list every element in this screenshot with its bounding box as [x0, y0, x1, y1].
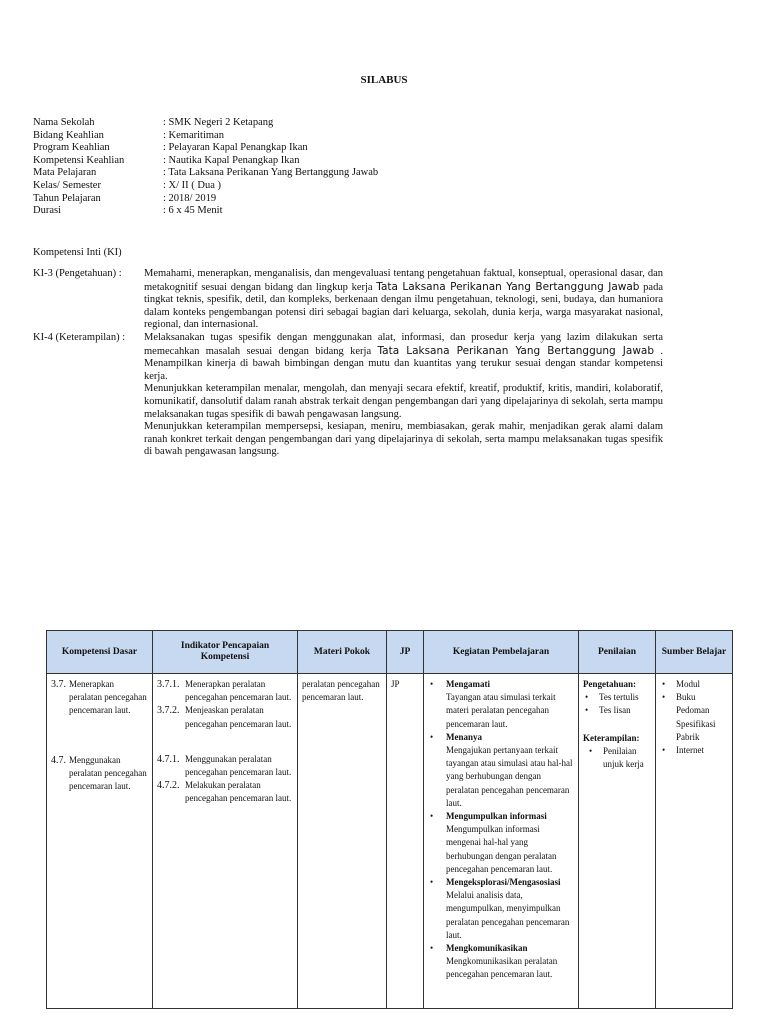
identity-value: : Nautika Kapal Penangkap Ikan — [163, 154, 300, 166]
ki3-section — [33, 268, 663, 332]
header-kegiatan: Kegiatan Pembelajaran — [424, 631, 579, 674]
kd-text: Menerapkan peralatan pencegahan pencemaran laut. — [69, 679, 147, 716]
penilaian-keterampilan-label: Keterampilan: — [583, 732, 640, 743]
kegiatan-heading: Mengeksplorasi/Mengasosiasi — [446, 877, 561, 888]
sumber-item-text: Internet — [676, 745, 704, 756]
sumber-item-text: Modul — [676, 679, 701, 689]
identity-value: : 6 x 45 Menit — [163, 205, 223, 217]
kegiatan-heading: Mengumpulkan informasi — [446, 811, 547, 822]
identity-label: Kelas/ Semester — [33, 179, 101, 191]
sumber-item — [660, 744, 728, 757]
ki-heading: Kompetensi Inti (KI) — [33, 247, 122, 258]
indikator-number: 4.7.2. — [157, 780, 180, 792]
bullet-icon: • — [430, 679, 434, 689]
identity-label: Tahun Pelajaran — [33, 192, 101, 204]
identity-value: : 2018/ 2019 — [163, 192, 217, 204]
cell-jp: JP — [387, 674, 424, 1009]
indikator-number: 3.7.1. — [157, 679, 180, 690]
kegiatan-description: Mengumpulkan informasi mengenai hal-hal yang berhubungan dengan peralatan pencegahan pencemaran laut. — [446, 824, 557, 874]
cell-kegiatan — [424, 674, 579, 1009]
identity-row — [33, 117, 378, 130]
penilaian-item — [583, 704, 651, 717]
bullet-icon: • — [662, 745, 666, 756]
kegiatan-list — [428, 810, 574, 823]
penilaian-item — [583, 745, 651, 771]
kegiatan-item — [428, 678, 574, 691]
ki4-section — [33, 332, 663, 459]
indikator-number: 3.7.2. — [157, 705, 180, 717]
kegiatan-list — [428, 731, 574, 744]
kd-item — [51, 678, 148, 718]
kd-item — [51, 754, 148, 794]
ki3-paragraph — [144, 268, 663, 332]
bullet-icon: • — [662, 692, 666, 703]
penilaian-item-text: Penilaian unjuk kerja — [603, 745, 644, 770]
ki4-paragraph-2: Menunjukkan keterampilan menalar, mengolah, dan menyaji secara efektif, kreatif, produktif, kritis, mandiri, kolaboratif, komunikatif, dansolutif dalam ranah abstrak terkait dengan pengembangan dari yang dipelajarinya di sekolah, serta mampu melaksanakan tugas spesifik di bawah pengawasan langsung. — [144, 383, 663, 420]
header-sumber-belajar: Sumber Belajar — [656, 631, 733, 674]
penilaian-item — [583, 691, 651, 704]
identity-row — [33, 167, 378, 180]
identity-label: Program Keahlian — [33, 142, 110, 154]
kd-number: 4.7. — [51, 754, 66, 766]
penilaian-item-text: Tes tertulis — [599, 692, 639, 703]
bullet-icon: • — [662, 679, 666, 689]
header-kompetensi-dasar: Kompetensi Dasar — [47, 631, 153, 674]
indikator-text: Menjeaskan peralatan pencegahan pencemaran laut. — [185, 705, 292, 729]
ki3-subject: Tata Laksana Perikanan Yang Bertanggung Jawab — [376, 280, 640, 293]
identity-label: Bidang Keahlian — [33, 129, 104, 141]
ki4-subject: Tata Laksana Perikanan Yang Bertanggung Jawab — [377, 344, 655, 357]
kegiatan-heading: Mengamati — [446, 679, 490, 689]
cell-materi-pokok: peralatan pencegahan pencemaran laut. — [298, 674, 387, 1009]
kegiatan-heading: Mengkomunikasikan — [446, 943, 528, 954]
kegiatan-item — [428, 942, 574, 955]
indikator-text: Melakukan peralatan pencegahan pencemaran laut. — [185, 780, 292, 804]
ki4-paragraph-3: Menunjukkan keterampilan mempersepsi, kesiapan, meniru, membiasakan, gerak mahir, menjadikan gerak alami dalam ranah konkret terkait dengan pengembangan dari yang dipelajarinya di sekolah, serta mampu melaksanakan tugas spesifik di bawah pengawasan langsung. — [144, 421, 663, 458]
bullet-icon: • — [589, 745, 593, 756]
ki3-label: KI-3 (Pengetahuan) : — [33, 268, 122, 279]
indikator-item — [157, 704, 293, 730]
indikator-text: Menggunakan peralatan pencegahan pencemaran laut. — [185, 753, 292, 778]
cell-sumber-belajar — [656, 674, 733, 1009]
cell-indikator — [153, 674, 298, 1009]
identity-row — [33, 130, 378, 143]
indikator-item — [157, 678, 293, 704]
ki4-label: KI-4 (Keterampilan) : — [33, 332, 126, 343]
ki4-text-1: Melaksanakan tugas spesifik dengan menggunakan alat, informasi, dan prosedur kerja yang lazim dilakukan serta memecahkan masalah sesuai dengan bidang kerja — [144, 332, 663, 357]
bullet-icon: • — [430, 943, 434, 954]
sumber-item — [660, 678, 728, 691]
identity-value: : SMK Negeri 2 Ketapang — [163, 117, 274, 128]
ki4-text-2: . Menampilkan kinerja di bawah bimbingan dengan mutu dan kuantitas yang terukur sesuai dengan standar kompetensi kerja. — [144, 345, 663, 382]
bullet-icon: • — [430, 811, 434, 822]
ki3-body — [144, 268, 663, 332]
ki3-text-2: pada tingkat teknis, spesifik, detil, dan kompleks, berkenaan dengan ilmu pengetahuan, teknologi, seni, budaya, dan humaniora dalam konteks pengembangan potensi diri sebagai bagian dari keluarga, sekolah, dunia kerja, warga masyarakat nasional, regional, dan internasional. — [144, 281, 663, 331]
kegiatan-description: Melalui analisis data, mengumpulkan, menyimpulkan peralatan pencegahan pencemaran laut. — [446, 890, 570, 940]
identity-row — [33, 180, 378, 193]
kegiatan-list — [428, 678, 574, 691]
ki4-body — [144, 332, 663, 459]
identity-value: : Pelayaran Kapal Penangkap Ikan — [163, 142, 308, 154]
identity-label: Durasi — [33, 205, 61, 217]
header-jp: JP — [387, 631, 424, 674]
identity-value: : Tata Laksana Perikanan Yang Bertanggung Jawab — [163, 167, 379, 179]
bullet-icon: • — [585, 692, 589, 703]
identity-value: : X/ II ( Dua ) — [163, 179, 222, 191]
identity-row — [33, 155, 378, 168]
identity-row — [33, 193, 378, 206]
identity-row — [33, 205, 378, 218]
penilaian-pengetahuan-label: Pengetahuan: — [583, 679, 637, 689]
table-row — [47, 674, 733, 1009]
bullet-icon: • — [585, 705, 589, 716]
kegiatan-description: Mengajukan pertanyaan terkait tayangan atau simulasi atau hal-hal yang berhubungan dengan peralatan pencegahan pencemaran laut. — [446, 745, 573, 808]
kegiatan-description: Mengkomunikasikan peralatan pencegahan pencemaran laut. — [446, 956, 558, 980]
header-penilaian: Penilaian — [579, 631, 656, 674]
page-title: SILABUS — [360, 74, 408, 86]
kegiatan-list — [428, 876, 574, 889]
kd-text: Menggunakan peralatan pencegahan pencemaran laut. — [69, 754, 147, 792]
table-header-row — [47, 631, 733, 674]
ki3-text-1: Memahami, menerapkan, menganalisis, dan mengevaluasi tentang pengetahuan faktual, konseptual, operasional dasar, dan metakognitif sesuai dengan bidang dan lingkup kerja — [144, 268, 663, 293]
identity-row — [33, 142, 378, 155]
indikator-item — [157, 753, 293, 779]
identity-label: Nama Sekolah — [33, 117, 95, 128]
identity-block — [33, 117, 378, 218]
kegiatan-item — [428, 876, 574, 889]
silabus-table — [46, 630, 733, 1009]
sumber-item — [660, 691, 728, 744]
cell-kompetensi-dasar — [47, 674, 153, 1009]
indikator-number: 4.7.1. — [157, 753, 180, 765]
sumber-item-text: Buku Pedoman Spesifikasi Pabrik — [676, 692, 716, 742]
identity-label: Kompetensi Keahlian — [33, 154, 125, 166]
kegiatan-heading: Menanya — [446, 731, 482, 742]
identity-label: Mata Pelajaran — [33, 167, 97, 179]
header-materi-pokok: Materi Pokok — [298, 631, 387, 674]
penilaian-item-text: Tes lisan — [599, 705, 631, 716]
kegiatan-item — [428, 731, 574, 744]
kegiatan-item — [428, 810, 574, 823]
bullet-icon: • — [430, 877, 434, 888]
bullet-icon: • — [430, 731, 434, 742]
indikator-item — [157, 779, 293, 805]
kegiatan-description: Tayangan atau simulasi terkait materi peralatan pencegahan pencemaran laut. — [446, 692, 556, 729]
identity-value: : Kemaritiman — [163, 129, 224, 141]
cell-penilaian — [579, 674, 656, 1009]
kegiatan-list — [428, 942, 574, 955]
ki4-paragraph-1 — [144, 332, 663, 383]
indikator-text: Menerapkan peralatan pencegahan pencemaran laut. — [185, 679, 292, 703]
header-indikator: Indikator Pencapaian Kompetensi — [153, 631, 298, 674]
kd-number: 3.7. — [51, 679, 66, 690]
